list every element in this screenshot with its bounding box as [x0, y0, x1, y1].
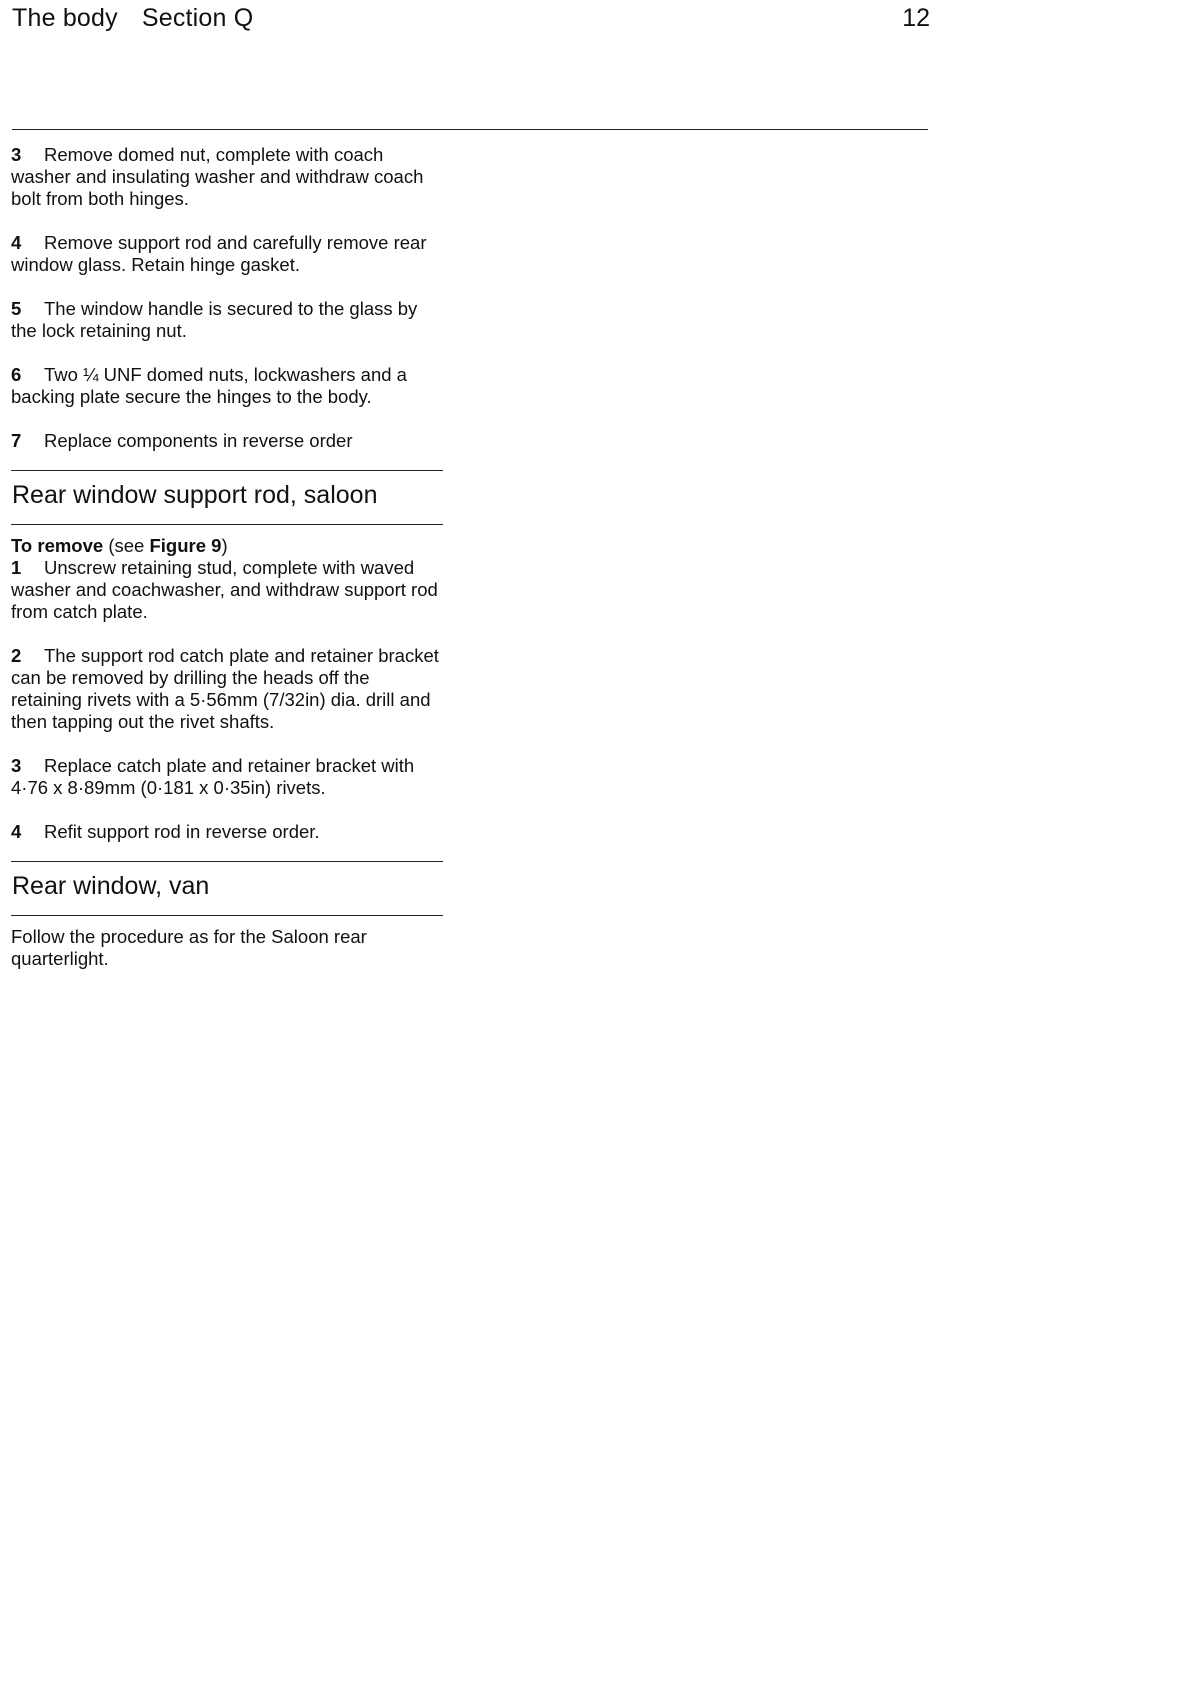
figure-reference: Figure 9 — [149, 535, 222, 556]
section-divider — [11, 861, 443, 862]
step-text: Unscrew retaining stud, complete with waved washer and coachwasher, and withdraw support rod from catch plate. — [11, 557, 438, 622]
section-heading-van: Rear window, van — [12, 872, 210, 900]
section-divider — [11, 915, 443, 916]
support-rod-step — [11, 821, 443, 843]
step-number: 4 — [11, 821, 22, 842]
step-text: Remove domed nut, complete with coach washer and insulating washer and withdraw coach bolt from both hinges. — [11, 144, 424, 209]
section-heading-support-rod: Rear window support rod, saloon — [12, 481, 378, 509]
step-number: 2 — [11, 645, 22, 666]
support-rod-step — [11, 557, 443, 623]
step-text: The support rod catch plate and retainer bracket can be removed by drilling the heads off the retaining rivets with a 5·56mm (7/32in) dia. drill and then tapping out the rivet shafts. — [11, 645, 439, 732]
section-divider — [11, 524, 443, 525]
step-number: 3 — [11, 755, 22, 776]
intro-step — [11, 430, 443, 452]
step-number: 4 — [11, 232, 22, 253]
intro-step — [11, 232, 443, 276]
subhead-bold: To remove — [11, 535, 104, 556]
support-rod-step — [11, 645, 443, 733]
step-text: Remove support rod and carefully remove rear window glass. Retain hinge gasket. — [11, 232, 427, 275]
text-column — [11, 144, 443, 992]
page-header — [12, 4, 930, 40]
section-divider — [11, 470, 443, 471]
subhead-see: (see — [108, 535, 145, 556]
step-text: Two ¼ UNF domed nuts, lockwashers and a backing plate secure the hinges to the body. — [11, 364, 407, 407]
step-number: 6 — [11, 364, 22, 385]
step-number: 3 — [11, 144, 22, 165]
support-rod-step — [11, 755, 443, 799]
van-procedure-text: Follow the procedure as for the Saloon rear quarterlight. — [11, 926, 367, 969]
running-title — [12, 4, 253, 33]
page-number: 12 — [902, 4, 930, 32]
subhead-close: ) — [221, 535, 228, 556]
step-text: Replace components in reverse order — [44, 430, 353, 451]
header-divider — [12, 129, 928, 130]
chapter-title: The body — [12, 4, 118, 32]
intro-step — [11, 364, 443, 408]
intro-step — [11, 144, 443, 210]
step-text: The window handle is secured to the glass by the lock retaining nut. — [11, 298, 418, 341]
to-remove-subheading — [11, 535, 443, 557]
intro-step — [11, 298, 443, 342]
step-number: 7 — [11, 430, 22, 451]
step-number: 1 — [11, 557, 22, 578]
step-number: 5 — [11, 298, 22, 319]
step-text: Refit support rod in reverse order. — [44, 821, 320, 842]
section-title: Section Q — [141, 4, 254, 32]
step-text: Replace catch plate and retainer bracket with 4·76 x 8·89mm (0·181 x 0·35in) rivets. — [11, 755, 415, 798]
